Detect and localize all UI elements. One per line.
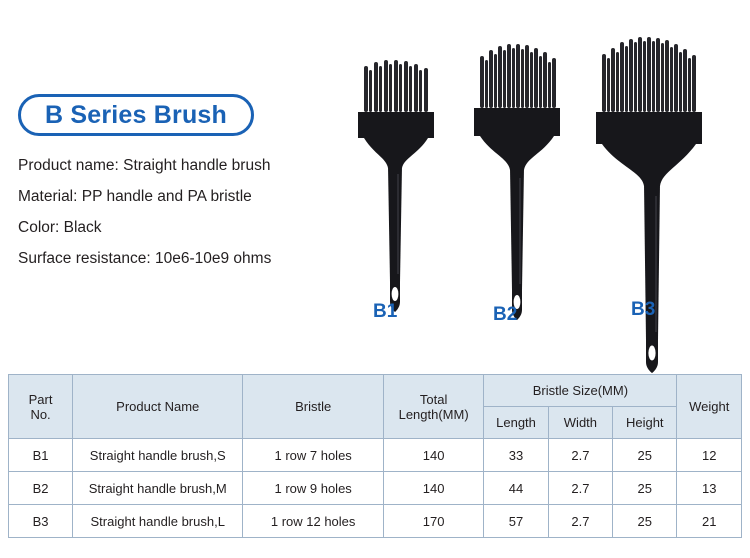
page-title: B Series Brush [44,100,228,129]
cell-bristle: 1 row 9 holes [243,472,384,505]
brush-b1-image [340,46,450,316]
spec-product-name: Product name: Straight handle brush [18,157,271,174]
th-total-length-line2: Length(MM) [398,406,469,422]
brush-b2-label: B2 [493,304,518,325]
table-header [9,375,742,439]
th-total-length-line1: Total [419,391,448,407]
table-row [9,505,742,538]
table-row [9,439,742,472]
th-product-name: Product Name [73,375,243,439]
cell-bristle-width: 2.7 [548,505,612,538]
brush-figures-group [330,18,740,368]
brush-b3-label: B3 [631,299,656,320]
th-part-no-line1: Part [28,391,53,407]
cell-bristle-length: 44 [484,472,548,505]
cell-bristle-height: 25 [613,472,677,505]
cell-total-length: 140 [383,439,483,472]
th-bristle-height: Height [613,407,677,439]
cell-total-length: 140 [383,472,483,505]
table-header-row-1 [9,375,742,407]
brush-b3-figure [588,26,718,381]
brush-b2-image [460,32,570,322]
cell-part-no: B2 [9,472,73,505]
page-title-badge [18,94,254,136]
cell-part-no: B1 [9,439,73,472]
th-bristle-width: Width [548,407,612,439]
cell-bristle: 1 row 7 holes [243,439,384,472]
cell-weight: 13 [677,472,742,505]
brush-b2-figure [460,32,570,327]
th-weight: Weight [677,375,742,439]
cell-weight: 21 [677,505,742,538]
table-body [9,439,742,538]
cell-bristle-height: 25 [613,439,677,472]
cell-product-name: Straight handle brush,M [73,472,243,505]
cell-total-length: 170 [383,505,483,538]
cell-product-name: Straight handle brush,S [73,439,243,472]
spec-surface-resistance: Surface resistance: 10e6-10e9 ohms [18,250,272,267]
cell-bristle-length: 57 [484,505,548,538]
brush-b1-label: B1 [373,301,398,322]
specification-table [8,374,742,538]
cell-product-name: Straight handle brush,L [73,505,243,538]
spec-material: Material: PP handle and PA bristle [18,188,252,205]
spec-color: Color: Black [18,219,102,236]
cell-part-no: B3 [9,505,73,538]
th-bristle: Bristle [243,375,384,439]
cell-bristle: 1 row 12 holes [243,505,384,538]
cell-bristle-length: 33 [484,439,548,472]
cell-bristle-height: 25 [613,505,677,538]
th-part-no-line2: No. [30,406,51,422]
brush-b3-image [588,26,718,376]
cell-bristle-width: 2.7 [548,472,612,505]
product-spec-list [18,150,348,274]
th-bristle-size: Bristle Size(MM) [484,375,677,407]
th-part-no [9,375,73,439]
th-bristle-length: Length [484,407,548,439]
cell-bristle-width: 2.7 [548,439,612,472]
table-row [9,472,742,505]
cell-weight: 12 [677,439,742,472]
brush-b1-figure [340,46,450,321]
th-total-length [383,375,483,439]
